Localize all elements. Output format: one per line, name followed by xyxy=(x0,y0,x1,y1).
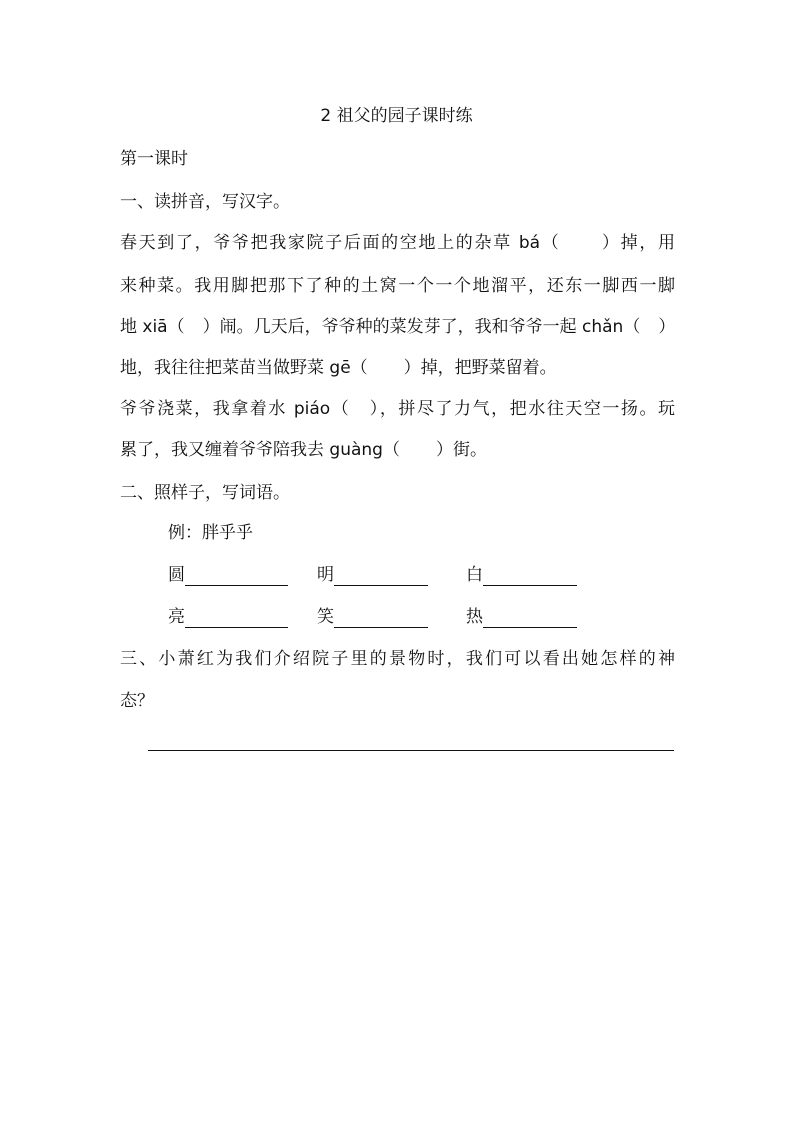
pinyin-line-6 xyxy=(120,438,487,462)
text-segment: ）掉，把野菜留着。 xyxy=(403,358,557,378)
worksheet-title: 2 祖父的园子课时练 xyxy=(320,106,473,126)
pinyin-line-2 xyxy=(120,274,675,298)
word-prefix: 白 xyxy=(466,565,483,585)
text-segment: ）街。 xyxy=(435,440,487,460)
text-segment: 爷爷浇菜，我拿着水 piáo（ xyxy=(120,399,351,419)
section3-question-cont: 态？ xyxy=(120,691,154,711)
section3-question xyxy=(120,647,675,671)
example-word: 例：胖乎乎 xyxy=(168,523,253,543)
word-answer-line[interactable] xyxy=(483,585,577,586)
word-answer-line[interactable] xyxy=(483,627,577,628)
lesson-label: 第一课时 xyxy=(120,149,188,169)
word-prefix: 明 xyxy=(317,565,334,585)
section1-heading: 一、读拼音，写汉字。 xyxy=(120,192,290,212)
word-prefix: 热 xyxy=(466,607,483,627)
word-answer-line[interactable] xyxy=(185,585,288,586)
text-segment: 春天到了，爷爷把我家院子后面的空地上的杂草 bá（ xyxy=(120,233,561,253)
text-segment: 地 xiā（ xyxy=(120,317,185,337)
word-prefix: 圆 xyxy=(168,565,185,585)
text-segment: 累了，我又缠着爷爷陪我去 guàng（ xyxy=(120,440,400,460)
pinyin-line-5 xyxy=(120,397,675,421)
text-segment: 三、小萧红为我们介绍院子里的景物时，我们可以看出她怎样的神 xyxy=(120,649,675,669)
word-answer-line[interactable] xyxy=(334,585,428,586)
text-segment: ），拼尽了力气，把水往天空一扬。玩 xyxy=(368,399,675,419)
answer-line[interactable] xyxy=(148,750,674,751)
word-answer-line[interactable] xyxy=(334,627,428,628)
text-segment: ）闹。几天后，爷爷种的菜发芽了，我和爷爷一起 chǎn（ xyxy=(202,317,641,337)
text-segment: 来种菜。我用脚把那下了种的土窝一个一个地溜平，还东一脚西一脚 xyxy=(120,276,675,296)
section2-heading: 二、照样子，写词语。 xyxy=(120,483,290,503)
text-segment: 地，我往往把菜苗当做野菜 gē（ xyxy=(120,358,368,378)
word-answer-line[interactable] xyxy=(185,627,288,628)
pinyin-line-4 xyxy=(120,356,557,380)
word-prefix: 亮 xyxy=(168,607,185,627)
word-prefix: 笑 xyxy=(317,607,334,627)
pinyin-line-3 xyxy=(120,315,675,339)
text-segment: ） xyxy=(658,317,676,337)
pinyin-line-1 xyxy=(120,231,675,255)
text-segment: ）掉，用 xyxy=(600,233,675,253)
